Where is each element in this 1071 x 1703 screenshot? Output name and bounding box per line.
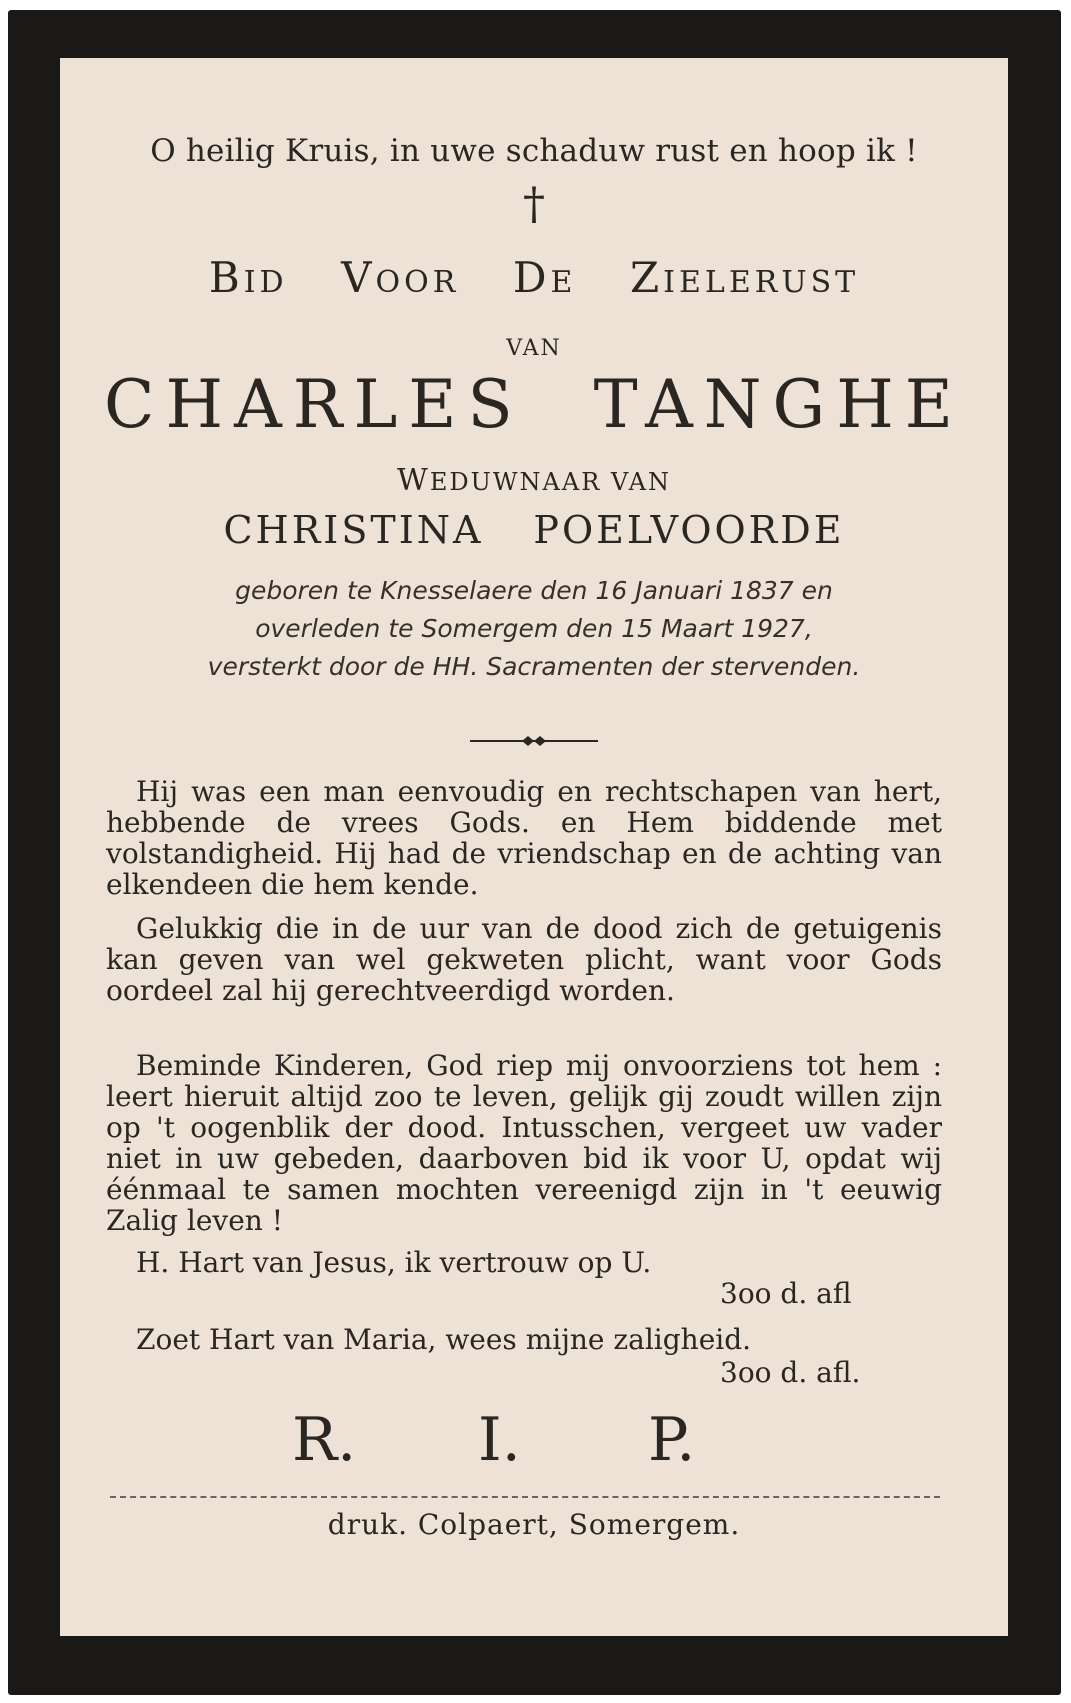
deceased-name [60,366,1008,443]
death-line: overleden te Somergem den 15 Maart 1927, [255,614,813,643]
prayer-maria: Zoet Hart van Maria, wees mijne zaligheid. [136,1323,752,1356]
bid-voor-de-zielerust-heading [60,253,1008,302]
indulgence-jesus: 3oo d. afl [720,1277,852,1310]
sacraments-line: versterkt door de HH. Sacramenten der stervenden. [207,652,861,681]
first-name: CHARLES [104,366,524,443]
last-name: TANGHE [593,366,964,443]
mourning-card-border [8,10,1061,1695]
heading-word: BID [208,253,288,302]
printer-credit: druk. Colpaert, Somergem. [327,1508,741,1541]
paragraph-children: Beminde Kinderen, God riep mij onvoorziens tot hem : leert hieruit altijd zoo te leven, gelijk gij zoudt willen zijn op 't oogenblik der dood. Intusschen, vergeet uw vader niet in uw gebeden, daarboven bid ik voor U, opdat wij éénmaal te samen mochten vereenigd zijn in 't eeuwig Zalig leven ! [106,1049,942,1237]
spouse-last-name: POELVOORDE [533,508,845,552]
heading-word: ZIELERUST [629,253,860,302]
relation-label: WEDUWNAAR VAN [397,463,671,498]
cross-icon: † [523,179,545,230]
motto: O heilig Kruis, in uwe schaduw rust en hoop ik ! [150,133,918,169]
prayer-jesus: H. Hart van Jesus, ik vertrouw op U. [136,1246,652,1279]
ornament-divider-icon [470,731,598,751]
birth-line: geboren te Knesselaere den 16 Januari 1837 en [235,576,833,605]
paragraph-happiness: Gelukkig die in de uur van de dood zich de getuigenis kan geven van wel gekweten plicht, want voor Gods oordeel zal hij gerechtveerdigd worden. [106,912,942,1007]
rip-letter: R. [292,1405,357,1475]
spouse-first-name: CHRISTINA [223,508,484,552]
indulgence-maria: 3oo d. afl. [720,1356,861,1389]
memorial-card [60,58,1008,1636]
van-label: VAN [506,336,562,361]
heading-word: VOOR [341,253,460,302]
rip-letter: P. [648,1405,696,1475]
heading-word: DE [512,253,577,302]
rip-letter: I. [478,1405,521,1475]
paragraph-virtue: Hij was een man eenvoudig en rechtschapen van hert, hebbende de vrees Gods. en Hem biddende met volstandigheid. Hij had de vriendschap en de achting van elkendeen die hem kende. [106,775,942,901]
spouse-name [60,508,1008,552]
dashed-divider [110,1496,940,1498]
